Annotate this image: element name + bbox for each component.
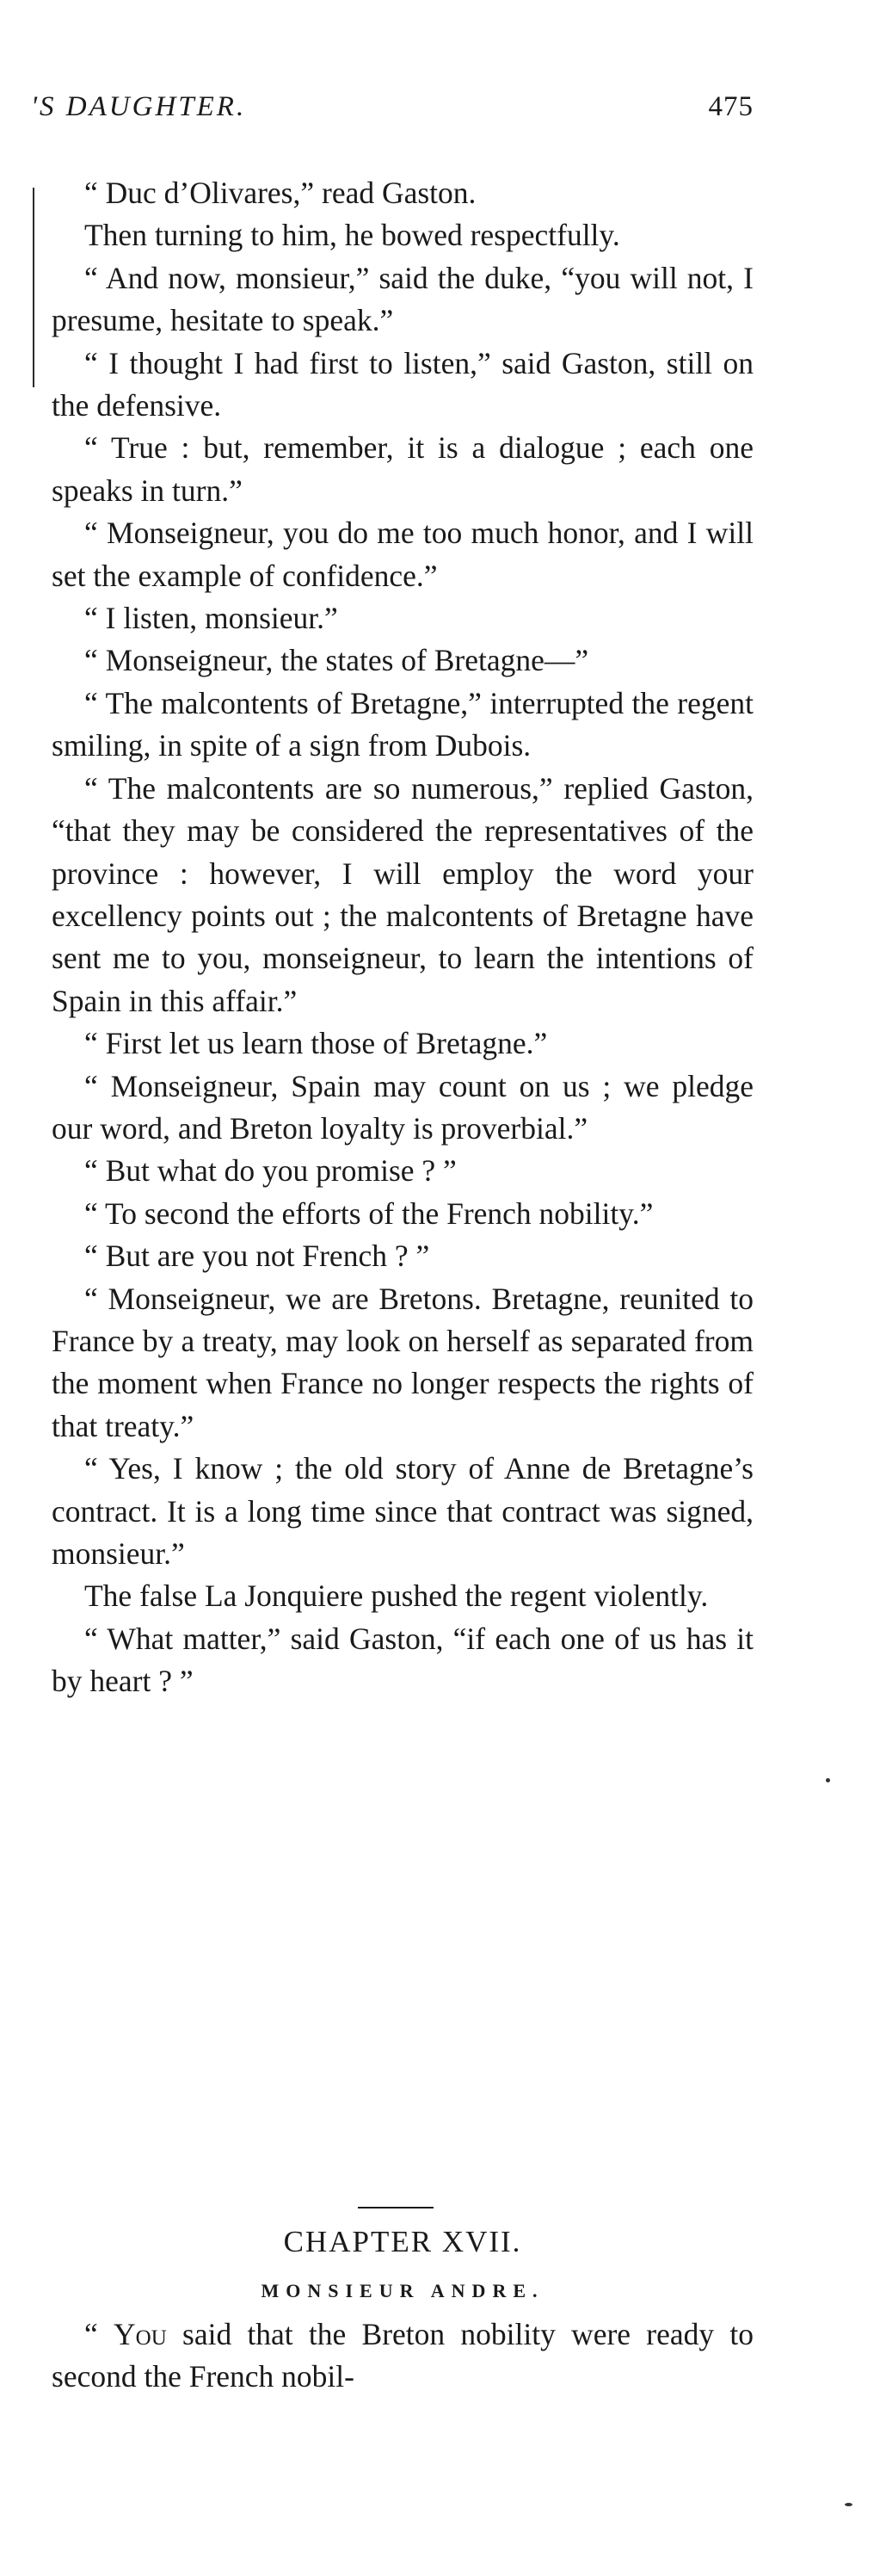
paragraph: The false La Jonquiere pushed the regent violently. bbox=[84, 1578, 709, 1614]
body-text bbox=[52, 172, 754, 1703]
chapter-title: CHAPTER XVII. bbox=[283, 2225, 522, 2258]
paragraph: “ What matter,” said Gaston, “if each one of us has it by heart ? ” bbox=[52, 1621, 754, 1699]
paragraph: “ Monseigneur, we are Bretons. Bretagne, reunited to France by a treaty, may look on herself as separated from the moment when France no longer respects the rights of that treaty.” bbox=[52, 1281, 754, 1443]
opening-text: said that the Breton nobility were ready to second the French nobil- bbox=[52, 2317, 754, 2394]
print-speck bbox=[826, 1778, 830, 1782]
margin-rule bbox=[33, 188, 34, 387]
paragraph: “ Duc d’Olivares,” read Gaston. bbox=[84, 176, 477, 210]
section-divider bbox=[358, 2207, 434, 2208]
paragraph: “ But what do you promise ? ” bbox=[84, 1153, 457, 1189]
page-number: 475 bbox=[708, 91, 754, 122]
running-head bbox=[31, 91, 754, 126]
chapter-subtitle: MONSIEUR ANDRE. bbox=[261, 2280, 545, 2301]
paragraph: “ I thought I had first to listen,” said Gaston, still on the defensive. bbox=[52, 345, 754, 423]
paragraph: “ The malcontents are so numerous,” replied Gaston, “that they may be considered the representatives of the province : however, I will employ the word your excellency points out ; the malcontents of Bretagne have sent me to you, monseigneur, to learn the intentions of Spain in this affair.” bbox=[52, 770, 754, 1018]
paragraph: Then turning to him, he bowed respectfully. bbox=[84, 218, 620, 253]
paragraph: “ Yes, I know ; the old story of Anne de Bretagne’s contract. It is a long time since that contract was signed, monsieur.” bbox=[52, 1451, 754, 1571]
paragraph: “ True : but, remember, it is a dialogue ; each one speaks in turn.” bbox=[52, 430, 754, 508]
opening-quote: “ bbox=[84, 2317, 114, 2351]
paragraph: “ Monseigneur, the states of Bretagne—” bbox=[84, 643, 589, 678]
paragraph: “ I listen, monsieur.” bbox=[84, 601, 338, 636]
paragraph: “ Monseigneur, Spain may count on us ; we pledge our word, and Breton loyalty is proverbial.” bbox=[52, 1068, 754, 1146]
running-title: 'S DAUGHTER. bbox=[31, 91, 247, 122]
paragraph: “ The malcontents of Bretagne,” interrupted the regent smiling, in spite of a sign from Dubois. bbox=[52, 685, 754, 763]
paragraph: “ Monseigneur, you do me too much honor, and I will set the example of confidence.” bbox=[52, 516, 754, 593]
paragraph: “ But are you not French ? ” bbox=[84, 1239, 430, 1274]
opening-smallcaps: You bbox=[114, 2317, 167, 2351]
paragraph: “ To second the efforts of the French nobility.” bbox=[84, 1195, 654, 1231]
print-speck bbox=[845, 2503, 852, 2506]
chapter-opening bbox=[52, 2313, 754, 2399]
paragraph: “ And now, monsieur,” said the duke, “you will not, I presume, hesitate to speak.” bbox=[52, 260, 754, 338]
paragraph: “ First let us learn those of Bretagne.” bbox=[84, 1026, 548, 1061]
paragraph bbox=[52, 2313, 754, 2399]
